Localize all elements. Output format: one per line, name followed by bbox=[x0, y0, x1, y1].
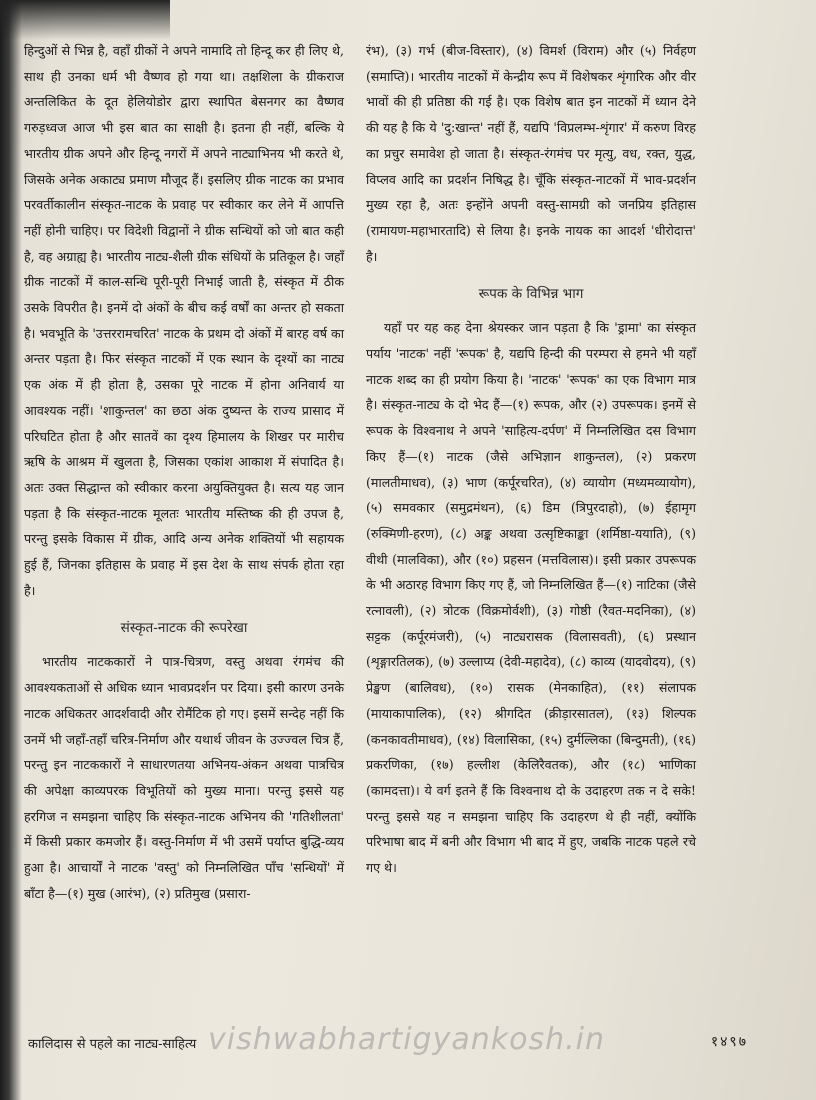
left-column bbox=[24, 38, 344, 907]
right-paragraph-1: रंभ), (३) गर्भ (बीज-विस्तार), (४) विमर्श (विराम) और (५) निर्वहण (समाप्ति)। भारतीय नाटकों में केन्द्रीय रूप में विशेषकर शृंगारिक और वीर भावों की ही प्रतिष्ठा की गई है। एक विशेष बात इन नाटकों में ध्यान देने की यह है कि ये 'दु:खान्त' नहीं हैं, यद्यपि 'विप्रलम्भ-शृंगार' में करुण विरह का प्रचुर समावेश हो जाता है। संस्कृत-रंगमंच पर मृत्यु, वध, रक्त, युद्ध, विप्लव आदि का प्रदर्शन निषिद्ध है। चूँकि संस्कृत-नाटकों में भाव-प्रदर्शन मुख्य रहा है, अतः इन्होंने अपनी वस्तु-सामग्री को जनप्रिय इतिहास (रामायण-महाभारतादि) से लिया है। इनके नायक का आदर्श 'धीरोदात्त' है। bbox=[366, 43, 696, 264]
right-section-heading: रूपक के विभिन्न भाग bbox=[478, 286, 584, 303]
right-paragraph-2: यहाँ पर यह कह देना श्रेयस्कर जान पड़ता है कि 'ड्रामा' का संस्कृत पर्याय 'नाटक' नहीं 'रूपक' है, यद्यपि हिन्दी की परम्परा से हमने भी यहाँ नाटक शब्द का ही प्रयोग किया है। 'नाटक' 'रूपक' का एक विभाग मात्र है। संस्कृत-नाट्य के दो भेद हैं—(१) रूपक, और (२) उपरूपक। इनमें से रूपक के विश्वनाथ ने अपने 'साहित्य-दर्पण' में निम्नलिखित दस विभाग किए हैं—(१) नाटक (जैसे अभिज्ञान शाकुन्तल), (२) प्रकरण (मालतीमाधव), (३) भाण (कर्पूरचरित), (४) व्यायोग (मध्यमव्यायोग), (५) समवकार (समुद्रमंथन), (६) डिम (त्रिपुरदाहो), (७) ईहामृग (रुक्मिणी-हरण), (८) अङ्क अथवा उत्सृष्टिकाङ्का (शर्मिष्ठा-ययाति), (९) वीथी (मालविका), और (१०) प्रहसन (मत्तविलास)। इसी प्रकार उपरूपक के भी अठारह विभाग किए गए हैं, जो निम्नलिखित हैं—(१) नाटिका (जैसे रत्नावली), (२) त्रोटक (विक्रमोर्वशी), (३) गोष्ठी (रैवत-मदनिका), (४) सट्टक (कर्पूरमंजरी), (५) नाट्यरासक (विलासवती), (६) प्रस्थान (शृङ्गारतिलक), (७) उल्लाप्य (देवी-महादेव), (८) काव्य (यादवोदय), (९) प्रेङ्खण (बालिवध), (१०) रासक (मेनकाहित), (११) संलापक (मायाकापालिक), (१२) श्रीगदित (क्रीड़ारसातल), (१३) शिल्पक (कनकावतीमाधव), (१४) विलासिका, (१५) दुर्मल्लिका (बिन्दुमती), (१६) प्रकरणिका, (१७) हल्लीश (केलिरैवतक), और (१८) भाणिका (कामदत्ता)। ये वर्ग इतने हैं कि विश्वनाथ दो के उदाहरण तक न दे सके! परन्तु इससे यह न समझना चाहिए कि उदाहरण थे ही नहीं, क्योंकि परिभाषा बाद में बनी और विभाग भी बाद में हुए, जबकि नाटक पहले रचे गए थे। bbox=[366, 320, 696, 876]
left-paragraph-2: भारतीय नाटककारों ने पात्र-चित्रण, वस्तु अथवा रंगमंच की आवश्यकताओं से अधिक ध्यान भावप्रदर्शन पर दिया। इसी कारण उनके नाटक अधिकतर आदर्शवादी और रोमैंटिक हो गए। इसमें सन्देह नहीं कि उनमें भी जहाँ-तहाँ चरित्र-निर्माण और यथार्थ जीवन के उज्ज्वल चित्र हैं, परन्तु इन नाटककारों ने साधारणतया अभिनय-अंकन अथवा पात्रचित्र की अपेक्षा काव्यपरक विभूतियों को मुख्य माना। परन्तु इससे यह हरगिज न समझना चाहिए कि संस्कृत-नाटक अभिनय की 'गतिशीलता' में किसी प्रकार कमजोर हैं। वस्तु-निर्माण में भी उसमें पर्याप्त बुद्धि-व्यय हुआ है। आचार्यों ने नाटक 'वस्तु' को निम्नलिखित पाँच 'सन्धियों' में बाँटा है—(१) मुख (आरंभ), (२) प्रतिमुख (प्रसारा- bbox=[24, 654, 344, 901]
right-column bbox=[366, 38, 696, 881]
left-paragraph-1: हिन्दुओं से भिन्न है, वहाँ ग्रीकों ने अपने नामादि तो हिन्दू कर ही लिए थे, साथ ही उनका धर्म भी वैष्णव हो गया था। तक्षशिला के ग्रीकराज अन्तलिकित के दूत हेलियोडोर द्वारा स्थापित बेसनगर का वैष्णव गरुड़ध्वज आज भी इस बात का साक्षी है। इतना ही नहीं, बल्कि ये भारतीय ग्रीक अपने और हिन्दू नगरों में अपने नाट्याभिनय भी करते थे, जिसके अनेक अकाट्य प्रमाण मौजूद हैं। इसलिए ग्रीक नाटक का प्रभाव परवर्तीकालीन संस्कृत-नाटक के प्रवाह पर स्वीकार कर लेने में आपत्ति नहीं होनी चाहिए। पर विदेशी विद्वानों ने ग्रीक सन्धियों को जो बात कही है, वह अग्राह्य है। भारतीय नाट्य-शैली ग्रीक संधियों के प्रतिकूल है। जहाँ ग्रीक नाटकों में काल-सन्धि पूरी-पूरी निभाई जाती है, संस्कृत में ठीक उसके विपरीत है। इनमें दो अंकों के बीच कई वर्षों का अन्तर हो सकता है। भवभूति के 'उत्तररामचरित' नाटक के प्रथम दो अंकों में बारह वर्ष का अन्तर पड़ता है। फिर संस्कृत नाटकों में एक स्थान के दृश्यों का नाट्य एक अंक में ही होता है, उसका पूरे नाटक में होना अनिवार्य या आवश्यक नहीं। 'शाकुन्तल' का छठा अंक दुष्यन्त के राज्य प्रासाद में परिघटित होता है और सातवें का दृश्य हिमालय के शिखर पर मारीच ऋषि के आश्रम में खुलता है, जिसका एकांश आकाश में संपादित है। अतः उक्त सिद्धान्त को स्वीकार करना अयुक्तियुक्त है। सत्य यह जान पड़ता है कि संस्कृत-नाटक मूलतः भारतीय मस्तिष्क की ही उपज है, परन्तु इसके विकास में ग्रीक, आदि अन्य अनेक शक्तियों भी सहायक हुई हैं, जिनका इतिहास के प्रवाह में इस देश के साथ संपर्क होता रहा है। bbox=[24, 43, 344, 598]
corner-shadow bbox=[0, 0, 170, 40]
binding-shadow bbox=[0, 0, 22, 1100]
page-number: १४९७ bbox=[710, 1034, 748, 1050]
site-watermark: vishwabhartigyankosh.in bbox=[208, 1022, 605, 1057]
left-section-heading: संस्कृत-नाटक की रूपरेखा bbox=[120, 620, 248, 637]
running-title: कालिदास से पहले का नाट्य-साहित्य bbox=[28, 1037, 197, 1052]
